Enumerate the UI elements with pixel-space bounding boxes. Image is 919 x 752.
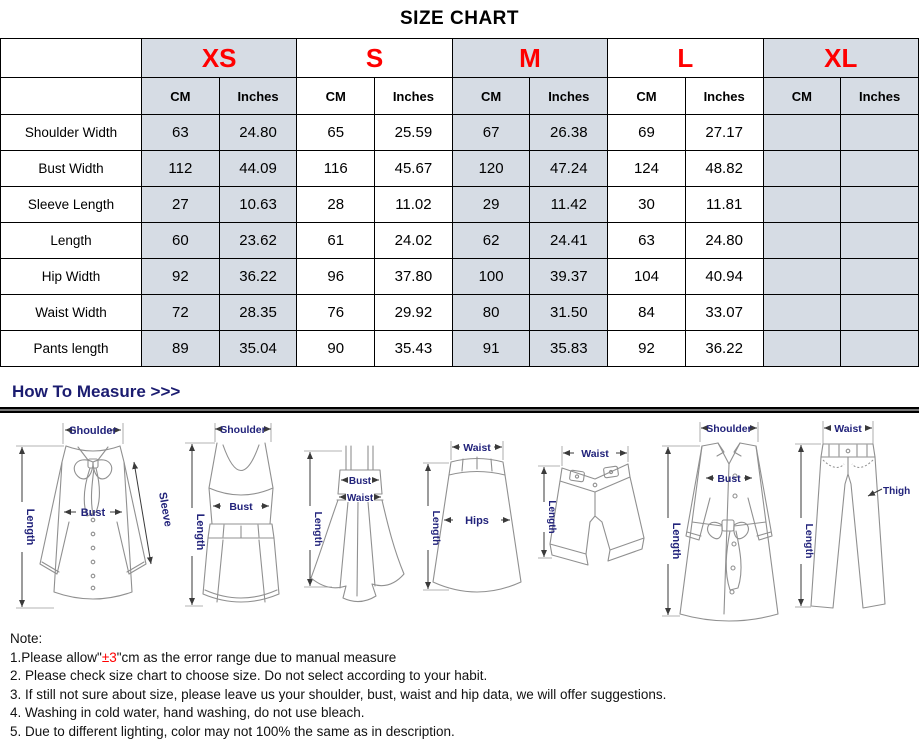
cell: 37.80 [375, 259, 453, 295]
cell [763, 187, 841, 223]
note-item-3: 3. If still not sure about size, please leave us your shoulder, bust, waist and hip data, we will offer suggestions. [10, 686, 667, 702]
cell [841, 331, 919, 367]
size-header-row [1, 39, 919, 78]
table-row [1, 331, 919, 367]
label-waist: Waist [463, 442, 491, 454]
cell: 11.81 [685, 187, 763, 223]
cell: 28 [297, 187, 375, 223]
unit-header-inches: Inches [219, 78, 297, 115]
unit-header-inches: Inches [375, 78, 453, 115]
cell: 65 [297, 115, 375, 151]
table-row [1, 187, 919, 223]
unit-header-cm: CM [297, 78, 375, 115]
label-bust: Bust [349, 476, 372, 487]
cell [841, 151, 919, 187]
unit-header-cm: CM [763, 78, 841, 115]
cell: 28.35 [219, 295, 297, 331]
cell: 84 [608, 295, 686, 331]
label-bust: Bust [80, 507, 106, 519]
size-header-s: S [297, 39, 452, 78]
label-waist: Waist [580, 448, 609, 460]
cell: 31.50 [530, 295, 608, 331]
figure-coat [656, 416, 784, 626]
cell: 36.22 [219, 259, 297, 295]
note-item-1: 1.Please allow"±3"cm as the error range due to manual measure [10, 649, 397, 665]
label-hips: Hips [465, 515, 489, 527]
row-label: Pants length [1, 331, 142, 367]
row-label: Bust Width [1, 151, 142, 187]
notes-section [0, 624, 919, 742]
cell: 62 [452, 223, 530, 259]
cell: 120 [452, 151, 530, 187]
note-item-4: 4. Washing in cold water, hand washing, do not use bleach. [10, 705, 365, 721]
cell [841, 187, 919, 223]
cell: 67 [452, 115, 530, 151]
cell: 39.37 [530, 259, 608, 295]
cell: 36.22 [685, 331, 763, 367]
cell: 33.07 [685, 295, 763, 331]
figure-skirt [419, 434, 529, 609]
row-label: Shoulder Width [1, 115, 142, 151]
how-to-measure-heading: How To Measure >>> [12, 382, 181, 401]
label-length: Length [802, 523, 815, 559]
label-length: Length [312, 511, 325, 547]
label-thigh: Thigh [882, 486, 911, 497]
unit-header-cm: CM [608, 78, 686, 115]
cell: 63 [142, 115, 220, 151]
figure-tank-top [179, 416, 294, 621]
cell: 24.02 [375, 223, 453, 259]
label-sleeve: Sleeve [156, 491, 174, 528]
cell: 124 [608, 151, 686, 187]
size-header-xl: XL [763, 39, 919, 78]
cell [763, 115, 841, 151]
cell: 44.09 [219, 151, 297, 187]
cell: 92 [608, 331, 686, 367]
cell: 80 [452, 295, 530, 331]
cell: 11.02 [375, 187, 453, 223]
cell: 24.41 [530, 223, 608, 259]
note-item-2: 2. Please check size chart to choose size. Do not select according to your habit. [10, 668, 488, 684]
cell [841, 223, 919, 259]
label-length: Length [24, 508, 36, 546]
cell: 35.43 [375, 331, 453, 367]
cell: 61 [297, 223, 375, 259]
cell: 35.83 [530, 331, 608, 367]
size-header-l: L [608, 39, 763, 78]
table-row [1, 115, 919, 151]
figure-pants [787, 416, 913, 621]
cell: 104 [608, 259, 686, 295]
row-label: Length [1, 223, 142, 259]
cell: 35.04 [219, 331, 297, 367]
cell: 25.59 [375, 115, 453, 151]
unit-header-cm: CM [142, 78, 220, 115]
label-shoulder: Shoulder [219, 424, 266, 436]
table-row [1, 295, 919, 331]
unit-header-inches: Inches [530, 78, 608, 115]
measure-figures [0, 413, 919, 624]
row-label: Hip Width [1, 259, 142, 295]
cell: 92 [142, 259, 220, 295]
unit-header-cm: CM [452, 78, 530, 115]
cell [763, 295, 841, 331]
size-header-m: M [452, 39, 607, 78]
cell: 40.94 [685, 259, 763, 295]
cell: 72 [142, 295, 220, 331]
figure-blouse [6, 416, 176, 621]
cell: 27 [142, 187, 220, 223]
cell: 45.67 [375, 151, 453, 187]
label-shoulder: Shoulder [706, 423, 753, 435]
label-bust: Bust [228, 501, 253, 513]
cell: 24.80 [219, 115, 297, 151]
label-length: Length [670, 522, 683, 560]
cell: 69 [608, 115, 686, 151]
unit-header-inches: Inches [685, 78, 763, 115]
label-waist: Waist [834, 423, 862, 435]
cell: 26.38 [530, 115, 608, 151]
size-header-xs: XS [142, 39, 297, 78]
table-row [1, 223, 919, 259]
cell: 24.80 [685, 223, 763, 259]
row-label: Sleeve Length [1, 187, 142, 223]
cell [763, 331, 841, 367]
cell: 23.62 [219, 223, 297, 259]
cell: 76 [297, 295, 375, 331]
figure-shorts [532, 438, 654, 598]
cell [841, 259, 919, 295]
label-length: Length [429, 510, 442, 546]
cell: 27.17 [685, 115, 763, 151]
cell: 30 [608, 187, 686, 223]
cell: 90 [297, 331, 375, 367]
table-row [1, 259, 919, 295]
cell: 47.24 [530, 151, 608, 187]
label-shoulder: Shoulder [69, 425, 117, 437]
notes-heading: Note: [10, 631, 43, 646]
note-item-5: 5. Due to different lighting, color may not 100% the same as in description. [10, 723, 455, 739]
cell [763, 223, 841, 259]
unit-header-inches: Inches [841, 78, 919, 115]
label-length: Length [545, 500, 557, 534]
cell [763, 151, 841, 187]
corner-cell [1, 39, 142, 78]
error-range-value: ±3 [101, 649, 117, 665]
cell [841, 115, 919, 151]
row-label: Waist Width [1, 295, 142, 331]
cell: 112 [142, 151, 220, 187]
cell: 60 [142, 223, 220, 259]
cell: 100 [452, 259, 530, 295]
label-waist: Waist [347, 493, 374, 504]
cell: 29.92 [375, 295, 453, 331]
cell [763, 259, 841, 295]
cell: 29 [452, 187, 530, 223]
unit-header-row [1, 78, 919, 115]
cell: 91 [452, 331, 530, 367]
cell [841, 295, 919, 331]
label-length: Length [193, 513, 206, 551]
table-row [1, 151, 919, 187]
page-title: SIZE CHART [400, 8, 519, 29]
cell: 89 [142, 331, 220, 367]
cell: 10.63 [219, 187, 297, 223]
corner-cell [1, 78, 142, 115]
cell: 96 [297, 259, 375, 295]
label-bust: Bust [717, 473, 741, 485]
cell: 63 [608, 223, 686, 259]
cell: 116 [297, 151, 375, 187]
cell: 48.82 [685, 151, 763, 187]
cell: 11.42 [530, 187, 608, 223]
size-table [0, 38, 919, 367]
figure-dress [296, 430, 416, 615]
